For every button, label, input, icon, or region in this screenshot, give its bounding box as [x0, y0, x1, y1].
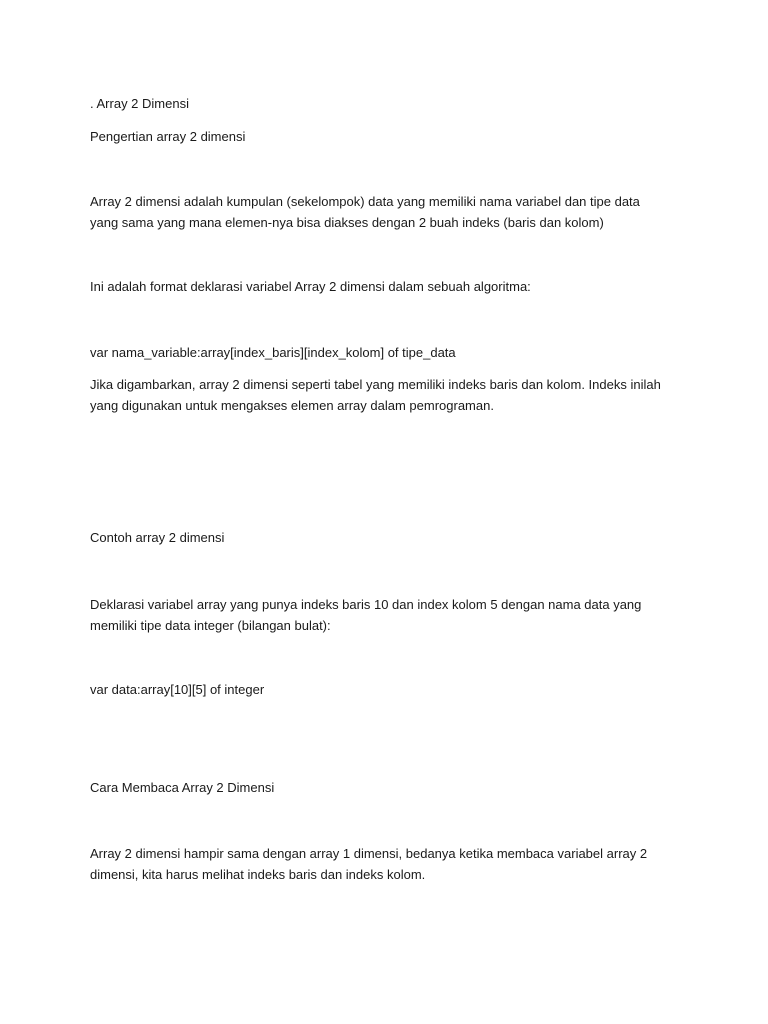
- section-subtitle: Pengertian array 2 dimensi: [90, 129, 246, 144]
- example-paragraph: Deklarasi variabel array yang punya indeks baris 10 dan index kolom 5 dengan nama data yang memiliki tipe data integer (bilangan bulat):: [90, 597, 642, 633]
- reading-paragraph: Array 2 dimensi hampir sama dengan array 1 dimensi, bedanya ketika membaca variabel array 2 dimensi, kita harus melihat indeks baris dan indeks kolom.: [90, 846, 648, 882]
- example-code-line: var data:array[10][5] of integer: [90, 682, 265, 697]
- format-intro-paragraph: Ini adalah format deklarasi variabel Array 2 dimensi dalam sebuah algoritma:: [90, 279, 531, 294]
- reading-heading: Cara Membaca Array 2 Dimensi: [90, 780, 275, 795]
- description-paragraph: Jika digambarkan, array 2 dimensi seperti tabel yang memiliki indeks baris dan kolom. Indeks inilah yang digunakan untuk mengakses elemen array dalam pemrograman.: [90, 377, 661, 413]
- format-code-line: var nama_variable:array[index_baris][index_kolom] of tipe_data: [90, 345, 456, 360]
- example-heading: Contoh array 2 dimensi: [90, 530, 225, 545]
- document-title: . Array 2 Dimensi: [90, 96, 189, 111]
- definition-paragraph: Array 2 dimensi adalah kumpulan (sekelompok) data yang memiliki nama variabel dan tipe data yang sama yang mana elemen-nya bisa diakses dengan 2 buah indeks (baris dan kolom): [90, 194, 640, 230]
